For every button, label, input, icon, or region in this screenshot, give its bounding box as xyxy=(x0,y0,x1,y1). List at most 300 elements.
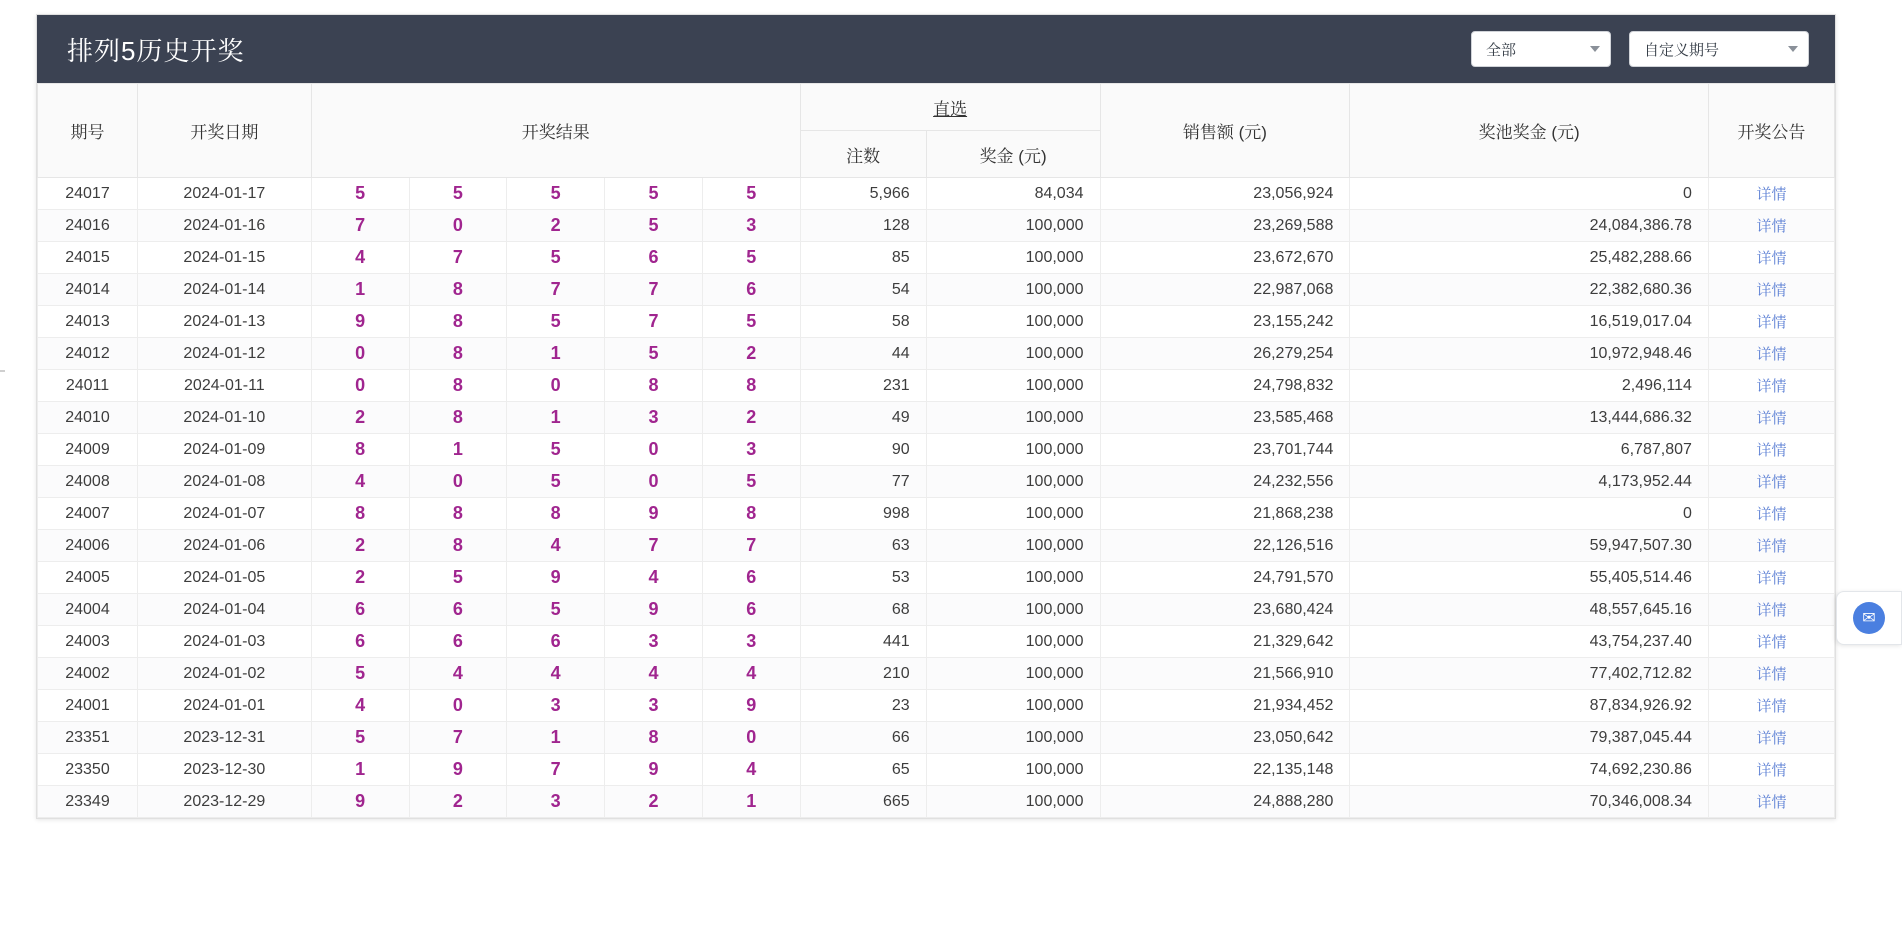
cell-ball-1: 0 xyxy=(311,370,409,402)
cell-prize: 100,000 xyxy=(926,530,1100,562)
cell-date: 2024-01-06 xyxy=(137,530,311,562)
cell-prize: 100,000 xyxy=(926,690,1100,722)
cell-pool: 77,402,712.82 xyxy=(1350,658,1709,690)
cell-date: 2024-01-10 xyxy=(137,402,311,434)
cell-pool: 79,387,045.44 xyxy=(1350,722,1709,754)
cell-ball-5: 8 xyxy=(702,498,800,530)
table-row xyxy=(38,786,1835,818)
cell-detail xyxy=(1708,786,1834,818)
cell-ball-3: 5 xyxy=(507,242,605,274)
cell-prize: 84,034 xyxy=(926,178,1100,210)
cell-ball-2: 0 xyxy=(409,690,507,722)
cell-ball-5: 2 xyxy=(702,338,800,370)
cell-bets: 665 xyxy=(800,786,926,818)
cell-detail xyxy=(1708,594,1834,626)
cell-ball-3: 0 xyxy=(507,370,605,402)
cell-pool: 6,787,807 xyxy=(1350,434,1709,466)
cell-detail xyxy=(1708,178,1834,210)
detail-link[interactable]: 详情 xyxy=(1756,506,1787,523)
cell-pool: 55,405,514.46 xyxy=(1350,562,1709,594)
cell-sales: 23,701,744 xyxy=(1100,434,1350,466)
cell-bets: 5,966 xyxy=(800,178,926,210)
cell-ball-2: 8 xyxy=(409,338,507,370)
cell-bets: 23 xyxy=(800,690,926,722)
cell-date: 2024-01-16 xyxy=(137,210,311,242)
panel-header xyxy=(37,15,1835,83)
cell-ball-2: 5 xyxy=(409,178,507,210)
cell-period: 24004 xyxy=(38,594,138,626)
cell-prize: 100,000 xyxy=(926,338,1100,370)
cell-ball-5: 3 xyxy=(702,210,800,242)
chat-support-button[interactable] xyxy=(1836,591,1902,645)
period-filter-value: 自定义期号 xyxy=(1644,41,1720,59)
table-row xyxy=(38,434,1835,466)
cell-ball-5: 9 xyxy=(702,690,800,722)
cell-ball-5: 5 xyxy=(702,306,800,338)
table-head-row-1 xyxy=(38,84,1835,131)
col-header-prize: 奖金 (元) xyxy=(926,131,1100,178)
cell-prize: 100,000 xyxy=(926,210,1100,242)
cell-date: 2024-01-04 xyxy=(137,594,311,626)
cell-period: 23351 xyxy=(38,722,138,754)
cell-prize: 100,000 xyxy=(926,754,1100,786)
cell-pool: 70,346,008.34 xyxy=(1350,786,1709,818)
table-row xyxy=(38,562,1835,594)
cell-prize: 100,000 xyxy=(926,402,1100,434)
detail-link[interactable]: 详情 xyxy=(1756,218,1787,235)
table-row xyxy=(38,210,1835,242)
col-header-bets: 注数 xyxy=(800,131,926,178)
cell-ball-3: 3 xyxy=(507,786,605,818)
cell-sales: 26,279,254 xyxy=(1100,338,1350,370)
cell-ball-1: 5 xyxy=(311,722,409,754)
cell-bets: 998 xyxy=(800,498,926,530)
cell-period: 24009 xyxy=(38,434,138,466)
cell-ball-5: 5 xyxy=(702,242,800,274)
cell-date: 2023-12-29 xyxy=(137,786,311,818)
cell-ball-3: 3 xyxy=(507,690,605,722)
col-header-period: 期号 xyxy=(38,84,138,178)
cell-ball-3: 5 xyxy=(507,434,605,466)
table-row xyxy=(38,594,1835,626)
cell-date: 2024-01-13 xyxy=(137,306,311,338)
cell-ball-5: 8 xyxy=(702,370,800,402)
cell-ball-3: 7 xyxy=(507,754,605,786)
cell-ball-2: 0 xyxy=(409,210,507,242)
cell-sales: 21,868,238 xyxy=(1100,498,1350,530)
cell-ball-5: 3 xyxy=(702,626,800,658)
cell-prize: 100,000 xyxy=(926,658,1100,690)
detail-link[interactable]: 详情 xyxy=(1756,570,1787,587)
cell-period: 24014 xyxy=(38,274,138,306)
table-row xyxy=(38,402,1835,434)
cell-pool: 10,972,948.46 xyxy=(1350,338,1709,370)
cell-ball-2: 8 xyxy=(409,306,507,338)
cell-sales: 23,585,468 xyxy=(1100,402,1350,434)
cell-ball-1: 2 xyxy=(311,562,409,594)
cell-ball-3: 1 xyxy=(507,722,605,754)
cell-bets: 77 xyxy=(800,466,926,498)
cell-ball-5: 1 xyxy=(702,786,800,818)
cell-ball-2: 6 xyxy=(409,594,507,626)
cell-period: 23350 xyxy=(38,754,138,786)
cell-ball-2: 9 xyxy=(409,754,507,786)
cell-sales: 23,050,642 xyxy=(1100,722,1350,754)
cell-bets: 44 xyxy=(800,338,926,370)
col-header-notice: 开奖公告 xyxy=(1708,84,1834,178)
cell-bets: 85 xyxy=(800,242,926,274)
cell-pool: 59,947,507.30 xyxy=(1350,530,1709,562)
draw-history-table xyxy=(37,83,1835,818)
cell-sales: 24,798,832 xyxy=(1100,370,1350,402)
cell-bets: 441 xyxy=(800,626,926,658)
cell-ball-5: 7 xyxy=(702,530,800,562)
cell-detail xyxy=(1708,530,1834,562)
col-header-sales: 销售额 (元) xyxy=(1100,84,1350,178)
cell-detail xyxy=(1708,690,1834,722)
cell-ball-2: 2 xyxy=(409,786,507,818)
detail-link[interactable]: 详情 xyxy=(1756,442,1787,459)
cell-ball-3: 5 xyxy=(507,466,605,498)
cell-ball-2: 0 xyxy=(409,466,507,498)
col-header-result: 开奖结果 xyxy=(311,84,800,178)
detail-link[interactable]: 详情 xyxy=(1756,666,1787,683)
chevron-down-icon xyxy=(1788,46,1798,52)
cell-ball-4: 7 xyxy=(605,530,703,562)
cell-prize: 100,000 xyxy=(926,306,1100,338)
cell-ball-1: 8 xyxy=(311,498,409,530)
cell-bets: 58 xyxy=(800,306,926,338)
table-row xyxy=(38,498,1835,530)
cell-sales: 24,791,570 xyxy=(1100,562,1350,594)
cell-prize: 100,000 xyxy=(926,434,1100,466)
cell-ball-1: 5 xyxy=(311,658,409,690)
cell-bets: 231 xyxy=(800,370,926,402)
type-filter-value: 全部 xyxy=(1486,41,1517,59)
cell-ball-5: 4 xyxy=(702,754,800,786)
cell-ball-2: 1 xyxy=(409,434,507,466)
cell-ball-1: 0 xyxy=(311,338,409,370)
cell-ball-4: 5 xyxy=(605,210,703,242)
type-filter-select[interactable] xyxy=(1471,31,1611,67)
cell-pool: 87,834,926.92 xyxy=(1350,690,1709,722)
detail-link[interactable]: 详情 xyxy=(1756,410,1787,427)
cell-ball-2: 8 xyxy=(409,530,507,562)
detail-link[interactable]: 详情 xyxy=(1756,186,1787,203)
cell-pool: 74,692,230.86 xyxy=(1350,754,1709,786)
cell-prize: 100,000 xyxy=(926,562,1100,594)
cell-ball-1: 5 xyxy=(311,178,409,210)
cell-pool: 25,482,288.66 xyxy=(1350,242,1709,274)
cell-bets: 210 xyxy=(800,658,926,690)
cell-ball-2: 7 xyxy=(409,242,507,274)
cell-period: 24012 xyxy=(38,338,138,370)
cell-ball-1: 9 xyxy=(311,786,409,818)
cell-ball-1: 1 xyxy=(311,274,409,306)
table-row xyxy=(38,690,1835,722)
cell-ball-4: 4 xyxy=(605,658,703,690)
table-body xyxy=(38,178,1835,818)
table-row xyxy=(38,242,1835,274)
cell-sales: 22,135,148 xyxy=(1100,754,1350,786)
cell-date: 2023-12-30 xyxy=(137,754,311,786)
cell-ball-3: 1 xyxy=(507,402,605,434)
cell-prize: 100,000 xyxy=(926,274,1100,306)
cell-prize: 100,000 xyxy=(926,626,1100,658)
cell-detail xyxy=(1708,658,1834,690)
cell-pool: 0 xyxy=(1350,178,1709,210)
cell-sales: 22,987,068 xyxy=(1100,274,1350,306)
cell-ball-2: 8 xyxy=(409,274,507,306)
cell-bets: 54 xyxy=(800,274,926,306)
cell-period: 24006 xyxy=(38,530,138,562)
cell-prize: 100,000 xyxy=(926,242,1100,274)
cell-bets: 49 xyxy=(800,402,926,434)
cell-period: 24010 xyxy=(38,402,138,434)
cell-period: 24005 xyxy=(38,562,138,594)
detail-link[interactable]: 详情 xyxy=(1756,538,1787,555)
cell-ball-2: 8 xyxy=(409,498,507,530)
cell-ball-2: 4 xyxy=(409,658,507,690)
cell-detail xyxy=(1708,370,1834,402)
cell-date: 2024-01-05 xyxy=(137,562,311,594)
cell-ball-5: 0 xyxy=(702,722,800,754)
cell-period: 24013 xyxy=(38,306,138,338)
cell-ball-2: 7 xyxy=(409,722,507,754)
cell-ball-1: 2 xyxy=(311,402,409,434)
cell-pool: 0 xyxy=(1350,498,1709,530)
cell-ball-5: 5 xyxy=(702,178,800,210)
cell-bets: 66 xyxy=(800,722,926,754)
cell-ball-4: 3 xyxy=(605,690,703,722)
cell-ball-3: 8 xyxy=(507,498,605,530)
table-row xyxy=(38,274,1835,306)
cell-ball-2: 5 xyxy=(409,562,507,594)
cell-bets: 128 xyxy=(800,210,926,242)
cell-ball-1: 1 xyxy=(311,754,409,786)
cell-ball-4: 9 xyxy=(605,594,703,626)
col-header-zhixuan: 直选 xyxy=(800,84,1100,131)
cell-period: 24001 xyxy=(38,690,138,722)
cell-sales: 23,672,670 xyxy=(1100,242,1350,274)
cell-detail xyxy=(1708,402,1834,434)
cell-date: 2024-01-09 xyxy=(137,434,311,466)
cell-date: 2024-01-02 xyxy=(137,658,311,690)
cell-ball-3: 5 xyxy=(507,306,605,338)
cell-sales: 24,888,280 xyxy=(1100,786,1350,818)
cell-ball-1: 6 xyxy=(311,626,409,658)
cell-ball-3: 1 xyxy=(507,338,605,370)
page-edge-marker xyxy=(0,370,5,372)
cell-period: 24015 xyxy=(38,242,138,274)
cell-detail xyxy=(1708,274,1834,306)
cell-ball-1: 9 xyxy=(311,306,409,338)
cell-date: 2024-01-01 xyxy=(137,690,311,722)
cell-ball-3: 5 xyxy=(507,594,605,626)
cell-pool: 4,173,952.44 xyxy=(1350,466,1709,498)
cell-ball-5: 4 xyxy=(702,658,800,690)
cell-ball-5: 5 xyxy=(702,466,800,498)
cell-period: 23349 xyxy=(38,786,138,818)
cell-ball-4: 8 xyxy=(605,722,703,754)
cell-detail xyxy=(1708,722,1834,754)
cell-date: 2024-01-15 xyxy=(137,242,311,274)
chevron-down-icon xyxy=(1590,46,1600,52)
cell-ball-3: 7 xyxy=(507,274,605,306)
cell-date: 2023-12-31 xyxy=(137,722,311,754)
cell-ball-3: 9 xyxy=(507,562,605,594)
cell-ball-5: 2 xyxy=(702,402,800,434)
cell-period: 24003 xyxy=(38,626,138,658)
detail-link[interactable]: 详情 xyxy=(1756,250,1787,267)
cell-ball-1: 4 xyxy=(311,466,409,498)
cell-date: 2024-01-12 xyxy=(137,338,311,370)
cell-detail xyxy=(1708,210,1834,242)
cell-pool: 22,382,680.36 xyxy=(1350,274,1709,306)
cell-sales: 21,329,642 xyxy=(1100,626,1350,658)
cell-ball-1: 7 xyxy=(311,210,409,242)
cell-ball-4: 4 xyxy=(605,562,703,594)
period-filter-select[interactable] xyxy=(1629,31,1809,67)
cell-bets: 65 xyxy=(800,754,926,786)
cell-bets: 63 xyxy=(800,530,926,562)
cell-ball-4: 7 xyxy=(605,274,703,306)
cell-sales: 23,269,588 xyxy=(1100,210,1350,242)
cell-period: 24007 xyxy=(38,498,138,530)
cell-date: 2024-01-14 xyxy=(137,274,311,306)
cell-bets: 53 xyxy=(800,562,926,594)
cell-detail xyxy=(1708,754,1834,786)
table-head xyxy=(38,84,1835,178)
cell-ball-2: 8 xyxy=(409,370,507,402)
cell-ball-4: 7 xyxy=(605,306,703,338)
detail-link[interactable]: 详情 xyxy=(1756,698,1787,715)
cell-ball-3: 4 xyxy=(507,658,605,690)
cell-pool: 13,444,686.32 xyxy=(1350,402,1709,434)
cell-period: 24002 xyxy=(38,658,138,690)
cell-ball-4: 8 xyxy=(605,370,703,402)
cell-ball-4: 3 xyxy=(605,626,703,658)
cell-prize: 100,000 xyxy=(926,594,1100,626)
cell-ball-4: 0 xyxy=(605,466,703,498)
cell-detail xyxy=(1708,242,1834,274)
cell-prize: 100,000 xyxy=(926,786,1100,818)
cell-ball-4: 6 xyxy=(605,242,703,274)
cell-ball-2: 8 xyxy=(409,402,507,434)
cell-sales: 22,126,516 xyxy=(1100,530,1350,562)
detail-link[interactable]: 详情 xyxy=(1756,314,1787,331)
cell-prize: 100,000 xyxy=(926,498,1100,530)
header-controls xyxy=(1471,31,1809,67)
cell-bets: 90 xyxy=(800,434,926,466)
cell-ball-5: 6 xyxy=(702,562,800,594)
cell-pool: 24,084,386.78 xyxy=(1350,210,1709,242)
cell-date: 2024-01-08 xyxy=(137,466,311,498)
history-draw-panel xyxy=(36,14,1836,819)
cell-ball-1: 4 xyxy=(311,242,409,274)
table-row xyxy=(38,178,1835,210)
table-row xyxy=(38,306,1835,338)
cell-date: 2024-01-11 xyxy=(137,370,311,402)
table-row xyxy=(38,658,1835,690)
table-row xyxy=(38,466,1835,498)
detail-link[interactable]: 详情 xyxy=(1756,762,1787,779)
cell-ball-3: 5 xyxy=(507,178,605,210)
cell-detail xyxy=(1708,338,1834,370)
cell-date: 2024-01-07 xyxy=(137,498,311,530)
cell-ball-4: 5 xyxy=(605,338,703,370)
cell-detail xyxy=(1708,306,1834,338)
page-title: 排列5历史开奖 xyxy=(67,35,245,66)
chat-support-icon: ✉ xyxy=(1853,602,1885,634)
cell-ball-4: 9 xyxy=(605,498,703,530)
cell-ball-4: 9 xyxy=(605,754,703,786)
cell-sales: 24,232,556 xyxy=(1100,466,1350,498)
cell-bets: 68 xyxy=(800,594,926,626)
cell-ball-4: 2 xyxy=(605,786,703,818)
cell-ball-3: 4 xyxy=(507,530,605,562)
cell-detail xyxy=(1708,498,1834,530)
cell-ball-4: 0 xyxy=(605,434,703,466)
table-row xyxy=(38,370,1835,402)
cell-pool: 48,557,645.16 xyxy=(1350,594,1709,626)
detail-link[interactable]: 详情 xyxy=(1756,474,1787,491)
detail-link[interactable]: 详情 xyxy=(1756,634,1787,651)
cell-sales: 21,934,452 xyxy=(1100,690,1350,722)
cell-ball-1: 2 xyxy=(311,530,409,562)
cell-ball-5: 6 xyxy=(702,274,800,306)
cell-ball-4: 5 xyxy=(605,178,703,210)
detail-link[interactable]: 详情 xyxy=(1756,794,1787,811)
cell-ball-4: 3 xyxy=(605,402,703,434)
cell-ball-3: 2 xyxy=(507,210,605,242)
cell-prize: 100,000 xyxy=(926,466,1100,498)
cell-prize: 100,000 xyxy=(926,370,1100,402)
cell-ball-1: 6 xyxy=(311,594,409,626)
detail-link[interactable]: 详情 xyxy=(1756,346,1787,363)
cell-sales: 21,566,910 xyxy=(1100,658,1350,690)
cell-detail xyxy=(1708,626,1834,658)
detail-link[interactable]: 详情 xyxy=(1756,602,1787,619)
cell-detail xyxy=(1708,466,1834,498)
cell-detail xyxy=(1708,434,1834,466)
detail-link[interactable]: 详情 xyxy=(1756,282,1787,299)
cell-period: 24011 xyxy=(38,370,138,402)
cell-sales: 23,680,424 xyxy=(1100,594,1350,626)
table-row xyxy=(38,722,1835,754)
cell-ball-5: 6 xyxy=(702,594,800,626)
table-row xyxy=(38,338,1835,370)
cell-pool: 43,754,237.40 xyxy=(1350,626,1709,658)
cell-pool: 2,496,114 xyxy=(1350,370,1709,402)
cell-ball-3: 6 xyxy=(507,626,605,658)
cell-pool: 16,519,017.04 xyxy=(1350,306,1709,338)
cell-sales: 23,155,242 xyxy=(1100,306,1350,338)
table-row xyxy=(38,530,1835,562)
cell-date: 2024-01-03 xyxy=(137,626,311,658)
cell-ball-5: 3 xyxy=(702,434,800,466)
detail-link[interactable]: 详情 xyxy=(1756,378,1787,395)
col-header-date: 开奖日期 xyxy=(137,84,311,178)
table-row xyxy=(38,754,1835,786)
cell-detail xyxy=(1708,562,1834,594)
detail-link[interactable]: 详情 xyxy=(1756,730,1787,747)
cell-ball-1: 4 xyxy=(311,690,409,722)
cell-date: 2024-01-17 xyxy=(137,178,311,210)
cell-prize: 100,000 xyxy=(926,722,1100,754)
cell-ball-2: 6 xyxy=(409,626,507,658)
cell-ball-1: 8 xyxy=(311,434,409,466)
